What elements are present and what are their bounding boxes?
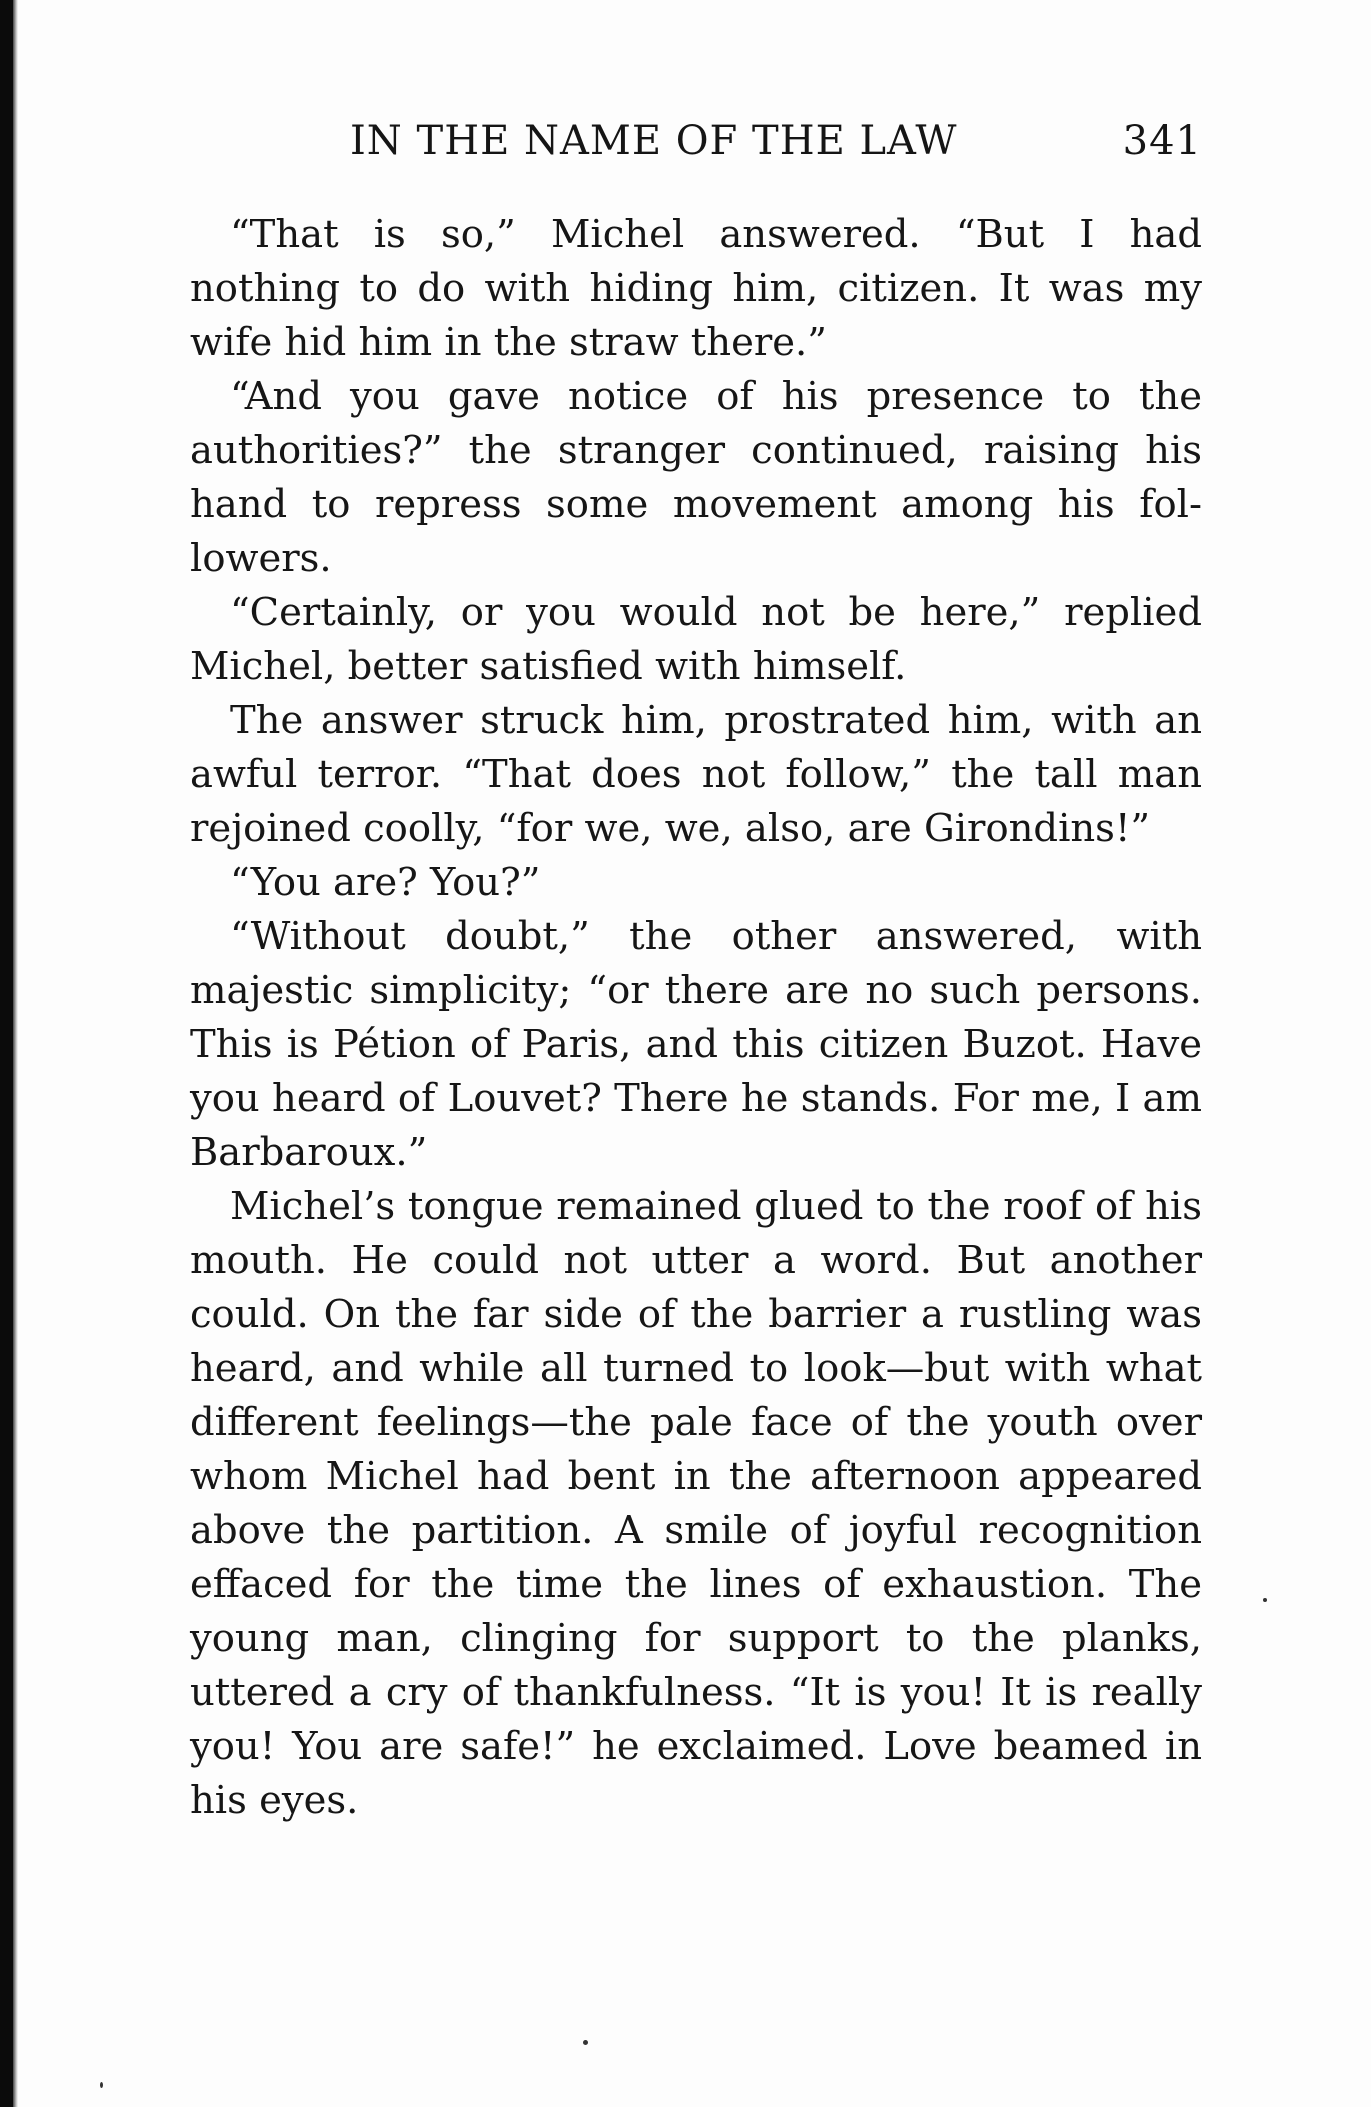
body-text [190, 208, 1202, 1828]
paragraph: The answer struck him, prostrated him, with an awful terror. “That does not follow,” the tall man rejoined coolly, “for we, we, also, are Girondins!” [190, 698, 1202, 851]
running-head [190, 118, 1202, 178]
paper-speck [583, 2040, 588, 2045]
paragraph: “Certainly, or you would not be here,” replied Michel, better satisfied with himself. [190, 590, 1202, 689]
paragraph: “Without doubt,” the other answered, with majestic simplicity; “or there are no such persons. This is Pétion of Paris, and this citizen Buzot. Have you heard of Louvet? There he stands. For me, I am Barbaroux.” [190, 914, 1202, 1175]
paper-speck [100, 2082, 103, 2088]
paragraph: “And you gave notice of his presence to the authorities?” the stranger continued, raising his hand to repress some movement among his followers. [190, 374, 1202, 581]
book-spine-edge [13, 0, 18, 2107]
page-number: 341 [1122, 118, 1202, 164]
running-title: IN THE NAME OF THE LAW [350, 118, 958, 164]
paragraph: Michel’s tongue remained glued to the roof of his mouth. He could not utter a word. But another could. On the far side of the barrier a rustling was heard, and while all turned to look—but with what different feelings—the pale face of the youth over whom Michel had bent in the afternoon appeared above the partition. A smile of joyful recognition effaced for the time the lines of exhaustion. The young man, clinging for support to the planks, uttered a cry of thankfulness. “It is you! It is really you! You are safe!” he exclaimed. Love beamed in his eyes. [190, 1184, 1202, 1823]
book-spine-shadow [0, 0, 13, 2107]
paper-speck [1263, 1598, 1267, 1602]
paragraph: “You are? You?” [230, 860, 541, 905]
paragraph: “That is so,” Michel answered. “But I had nothing to do with hiding him, citizen. It was my wife hid him in the straw there.” [190, 212, 1202, 365]
